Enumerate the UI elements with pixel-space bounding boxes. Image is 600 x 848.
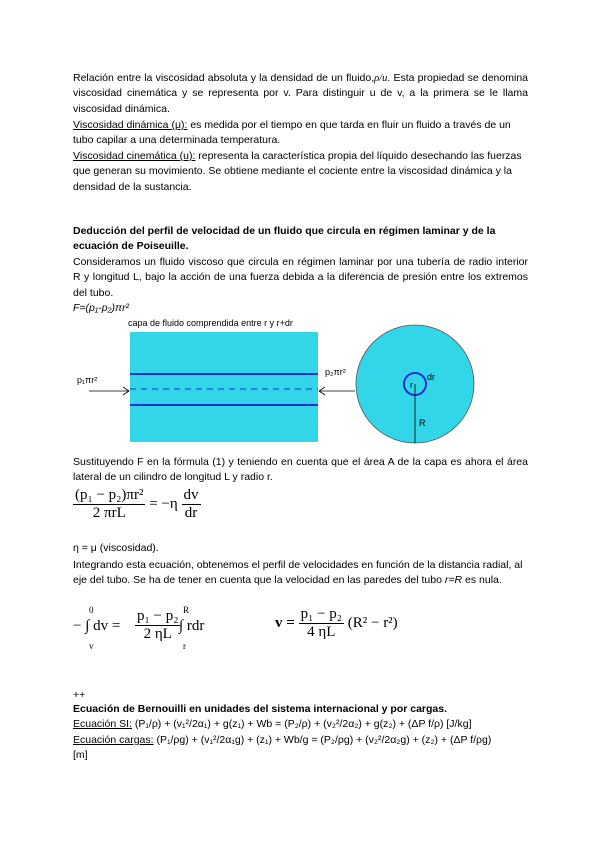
eq3-numerator: p₁ − p₂: [300, 606, 342, 622]
eq2-denominator: 2 ηL: [135, 625, 180, 643]
eq2-integral-rhs: ∫ rdr: [179, 618, 205, 634]
si-equation-text: (P₁/ρ) + (v₁²/2α₁) + g(z₁) + Wb = (P₂/ρ) + (v₂²/2α₂) + g(z₂) + (ΔP f/ρ) [J/kg]: [131, 718, 472, 730]
poiseuille-paragraph: Consideramos un fluido viscoso que circula en régimen laminar por una tubería de radio interior R y longitud L, bajo la acción de una fuerza debida a la diferencia de presión entre los extremos del tubo.: [73, 256, 528, 299]
integration-paragraph: [73, 558, 528, 589]
integration-end: es nula.: [462, 574, 502, 587]
dynamic-viscosity-paragraph: [73, 118, 528, 149]
cargas-equation-label: Ecuación cargas:: [73, 734, 154, 746]
kinematic-viscosity-label: Viscosidad cinemática (u):: [73, 150, 196, 162]
eq3-rhs: (R² − r²): [347, 614, 398, 631]
eq2-upper-limit-2: R: [183, 605, 190, 615]
pipe-rectangle: [130, 332, 318, 442]
eq2-lower-limit-2: r: [183, 641, 186, 651]
pipe-diagram: [73, 315, 528, 445]
bernoulli-heading: Ecuación de Bernouilli en unidades del sistema internacional y por cargas.: [73, 703, 448, 715]
eq2-lhs: − ∫ dv =: [73, 618, 121, 634]
eq2-upper-limit-1: 0: [89, 605, 94, 615]
density-ratio-symbol: ρ/u: [374, 73, 388, 84]
layer-caption: capa de fluido comprendida entre r y r+dr: [128, 318, 293, 328]
r-label: r: [410, 380, 413, 390]
boundary-condition: r=R: [444, 574, 463, 587]
eq1-numerator: (p₁ − p₂)πr²: [75, 487, 144, 503]
equation-force-balance: [73, 487, 201, 522]
R-label: R: [419, 418, 426, 428]
dynamic-viscosity-label: Viscosidad dinámica (μ):: [73, 119, 188, 131]
eq1-rhs-denominator: dr: [182, 504, 201, 522]
equation-velocity-profile: [275, 606, 398, 641]
intro-paragraph: [73, 71, 528, 117]
left-force-label: p₁πr²: [77, 375, 98, 385]
eq2-numerator: p₁ − p₂: [137, 608, 179, 624]
cargas-equation-text: (P₁/ρg) + (v₁²/2α₁g) + (z₁) + Wb/g = (P₂/ρg) + (v₂²/2α₂g) + (z₂) + (ΔP f/ρg): [153, 734, 492, 746]
intro-text-b: . Esta propiedad se denomina viscosidad cinemática y se representa por v. Para distinguir u de v, a la primera se le llama viscosidad dinámica.: [73, 72, 528, 115]
dynamic-viscosity-text: es medida por el tiempo en que tarda en fluir un fluido a través de un tubo capilar a una determinada temperatura.: [73, 119, 511, 147]
eq1-denominator: 2 πrL: [73, 504, 145, 522]
si-equation-line: [73, 717, 543, 732]
kinematic-viscosity-paragraph: [73, 149, 528, 195]
cargas-unit: [m]: [73, 749, 88, 761]
cargas-equation-line: [73, 733, 543, 748]
eq3-lhs: v =: [275, 614, 295, 631]
force-formula: F=(p₁-p₂)πr²: [73, 302, 130, 314]
poiseuille-heading: Deducción del perfil de velocidad de un fluido que circula en régimen laminar y de la ecuación de Poiseuille.: [73, 225, 496, 253]
eq1-rhs: = −η: [149, 495, 178, 512]
eq3-denominator: 4 ηL: [299, 623, 344, 641]
equation-integral: [73, 606, 263, 654]
intro-text-a: Relación entre la viscosidad absoluta y la densidad de un fluido,: [73, 72, 375, 84]
right-force-label: p₂πr²: [325, 367, 346, 377]
integration-text: Integrando esta ecuación, obtenemos el perfil de velocidades en función de la distancia radial, al eje del tubo. Se ha de tener en cuenta que la velocidad en las paredes del tubo: [73, 559, 523, 587]
eta-line: η = μ (viscosidad).: [73, 542, 159, 554]
section-marker: ++: [73, 689, 86, 701]
si-equation-label: Ecuación SI:: [73, 718, 132, 730]
kinematic-viscosity-text: representa la característica propia del líquido desechando las fuerzas que generan su movimiento. Se obtiene mediante el cociente entre la viscosidad dinámica y la densidad de la sustancia.: [73, 150, 522, 193]
dr-label: dr: [427, 372, 436, 382]
substitution-paragraph: Sustituyendo F en la fórmula (1) y teniendo en cuenta que el área A de la capa es ahora el área lateral de un cilindro de longitud L y radio r.: [73, 456, 528, 484]
eq2-lower-limit-1: v: [89, 641, 94, 651]
eq1-rhs-numerator: dv: [183, 487, 199, 503]
